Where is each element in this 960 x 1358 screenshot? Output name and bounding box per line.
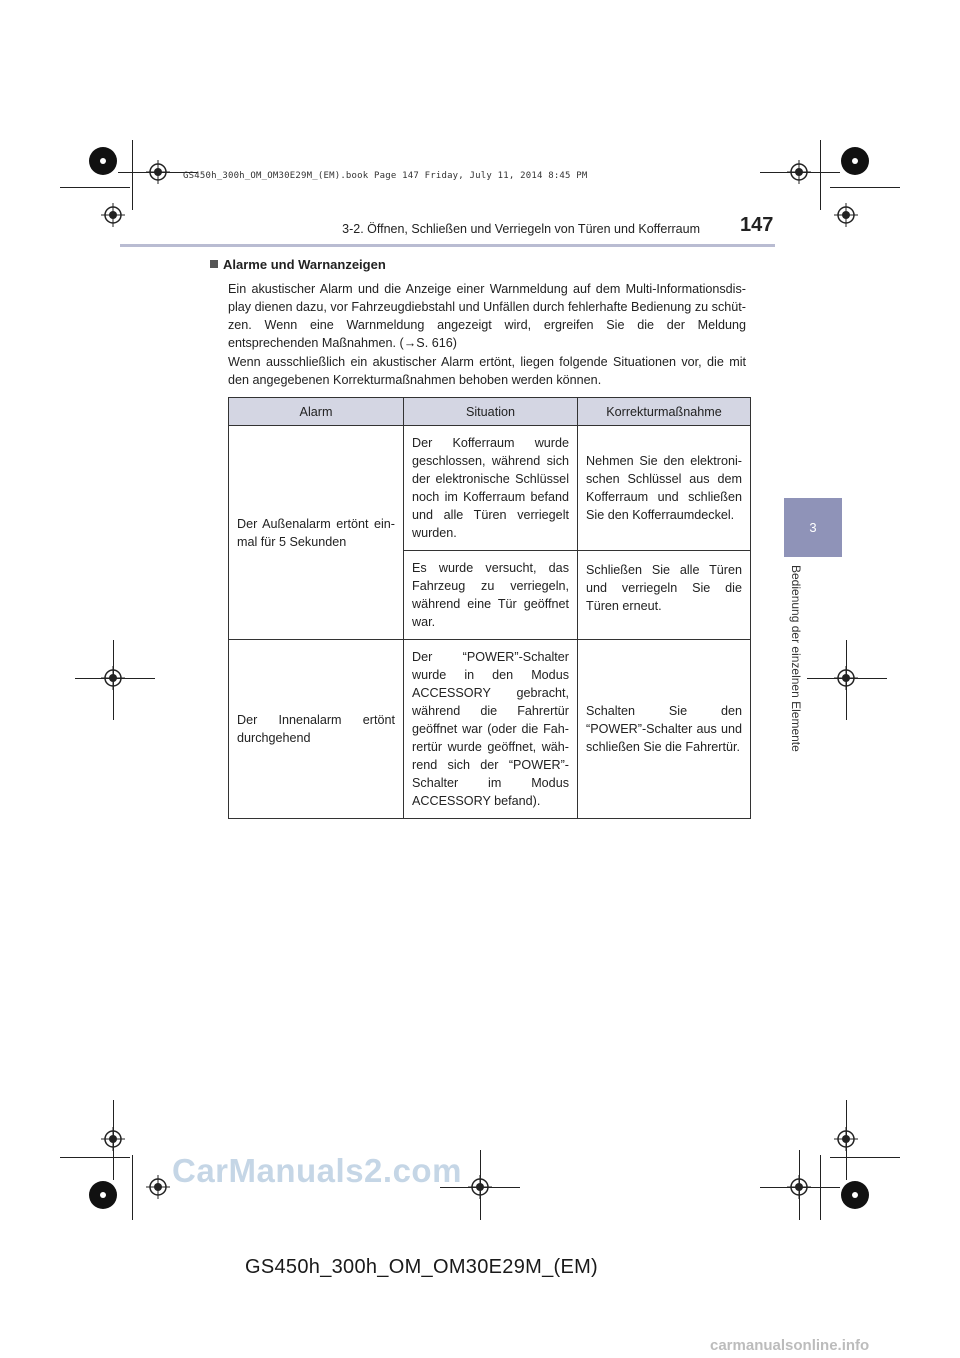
situation-cell: Der “POWER”-Schalter wurde in den Modus ACCESSORY gebracht, während die Fahrertür geöffnet war (oder die Fahrertür wurde geöffnet, während sich der “POWER”-Schalter im Modus ACCESSORY befand). (404, 640, 578, 819)
registration-target-icon (101, 1127, 125, 1151)
action-cell: Schließen Sie alle Türen und verriegeln Sie die Türen erneut. (578, 551, 751, 640)
watermark-url: carmanualsonline.info (710, 1337, 870, 1354)
registration-target-icon (787, 160, 811, 184)
column-header-alarm: Alarm (229, 398, 404, 426)
column-header-action: Korrekturmaßnahme (578, 398, 751, 426)
intro-paragraph: Ein akustischer Alarm und die Anzeige einer Warnmeldung auf dem Multi-Informationsdisplay dienen dazu, vor Fahrzeugdiebstahl und Unfällen durch fehlerhafte Bedienung zu schützen. Wenn eine Warnmeldung angezeigt wird, ergreifen Sie die der Meldung entsprechenden Maßnahmen. (→S. 616) (228, 282, 746, 350)
registration-target-icon (834, 666, 858, 690)
situation-cell: Der Kofferraum wurde geschlossen, während sich der elektronische Schlüssel noch im Kofferraum befand und alle Türen verriegelt wurden. (404, 426, 578, 551)
registration-target-icon (468, 1175, 492, 1199)
action-cell: Schalten Sie den “POWER”-Schalter aus und schließen Sie die Fahrertür. (578, 640, 751, 819)
page-number: 147 (740, 214, 774, 236)
starburst-mark-icon (88, 146, 118, 176)
registration-target-icon (834, 203, 858, 227)
chapter-tab (784, 498, 842, 557)
header-rule (120, 244, 775, 247)
watermark-logo: CarManuals2.com (172, 1152, 462, 1189)
starburst-mark-icon (88, 1180, 118, 1210)
chapter-tab-number: 3 (809, 520, 817, 535)
registration-target-icon (146, 160, 170, 184)
action-cell: Nehmen Sie den elektronischen Schlüssel aus dem Kofferraum und schließen Sie den Kofferraumdeckel. (578, 426, 751, 551)
alarm-table (228, 397, 751, 819)
registration-target-icon (146, 1175, 170, 1199)
book-info-line: GS450h_300h_OM_OM30E29M_(EM).book Page 147 Friday, July 11, 2014 8:45 PM (183, 171, 588, 181)
alarm-cell: Der Innenalarm ertönt durchgehend (229, 640, 404, 819)
alarm-paragraph: Wenn ausschließlich ein akustischer Alarm ertönt, liegen folgende Situationen vor, die mit den angegebenen Korrekturmaßnahmen behoben werden können. (228, 355, 746, 387)
starburst-mark-icon (840, 1180, 870, 1210)
starburst-mark-icon (840, 146, 870, 176)
registration-target-icon (834, 1127, 858, 1151)
column-header-situation: Situation (404, 398, 578, 426)
situation-cell: Es wurde versucht, das Fahrzeug zu verriegeln, während eine Tür geöffnet war. (404, 551, 578, 640)
square-bullet-icon (210, 260, 218, 268)
chapter-header-title: 3-2. Öffnen, Schließen und Verriegeln von Türen und Kofferraum (342, 222, 700, 236)
chapter-side-label: Bedienung der einzelnen Elemente (789, 565, 803, 752)
registration-target-icon (101, 666, 125, 690)
footer-document-code: GS450h_300h_OM_OM30E29M_(EM) (245, 1256, 599, 1278)
table-row (229, 426, 751, 551)
table-header-row (229, 398, 751, 426)
table-row (229, 640, 751, 819)
registration-target-icon (101, 203, 125, 227)
section-heading-text: Alarme und Warnanzeigen (223, 257, 386, 272)
section-heading (210, 257, 386, 272)
alarm-cell: Der Außenalarm ertönt einmal für 5 Sekunden (229, 426, 404, 640)
registration-target-icon (787, 1175, 811, 1199)
